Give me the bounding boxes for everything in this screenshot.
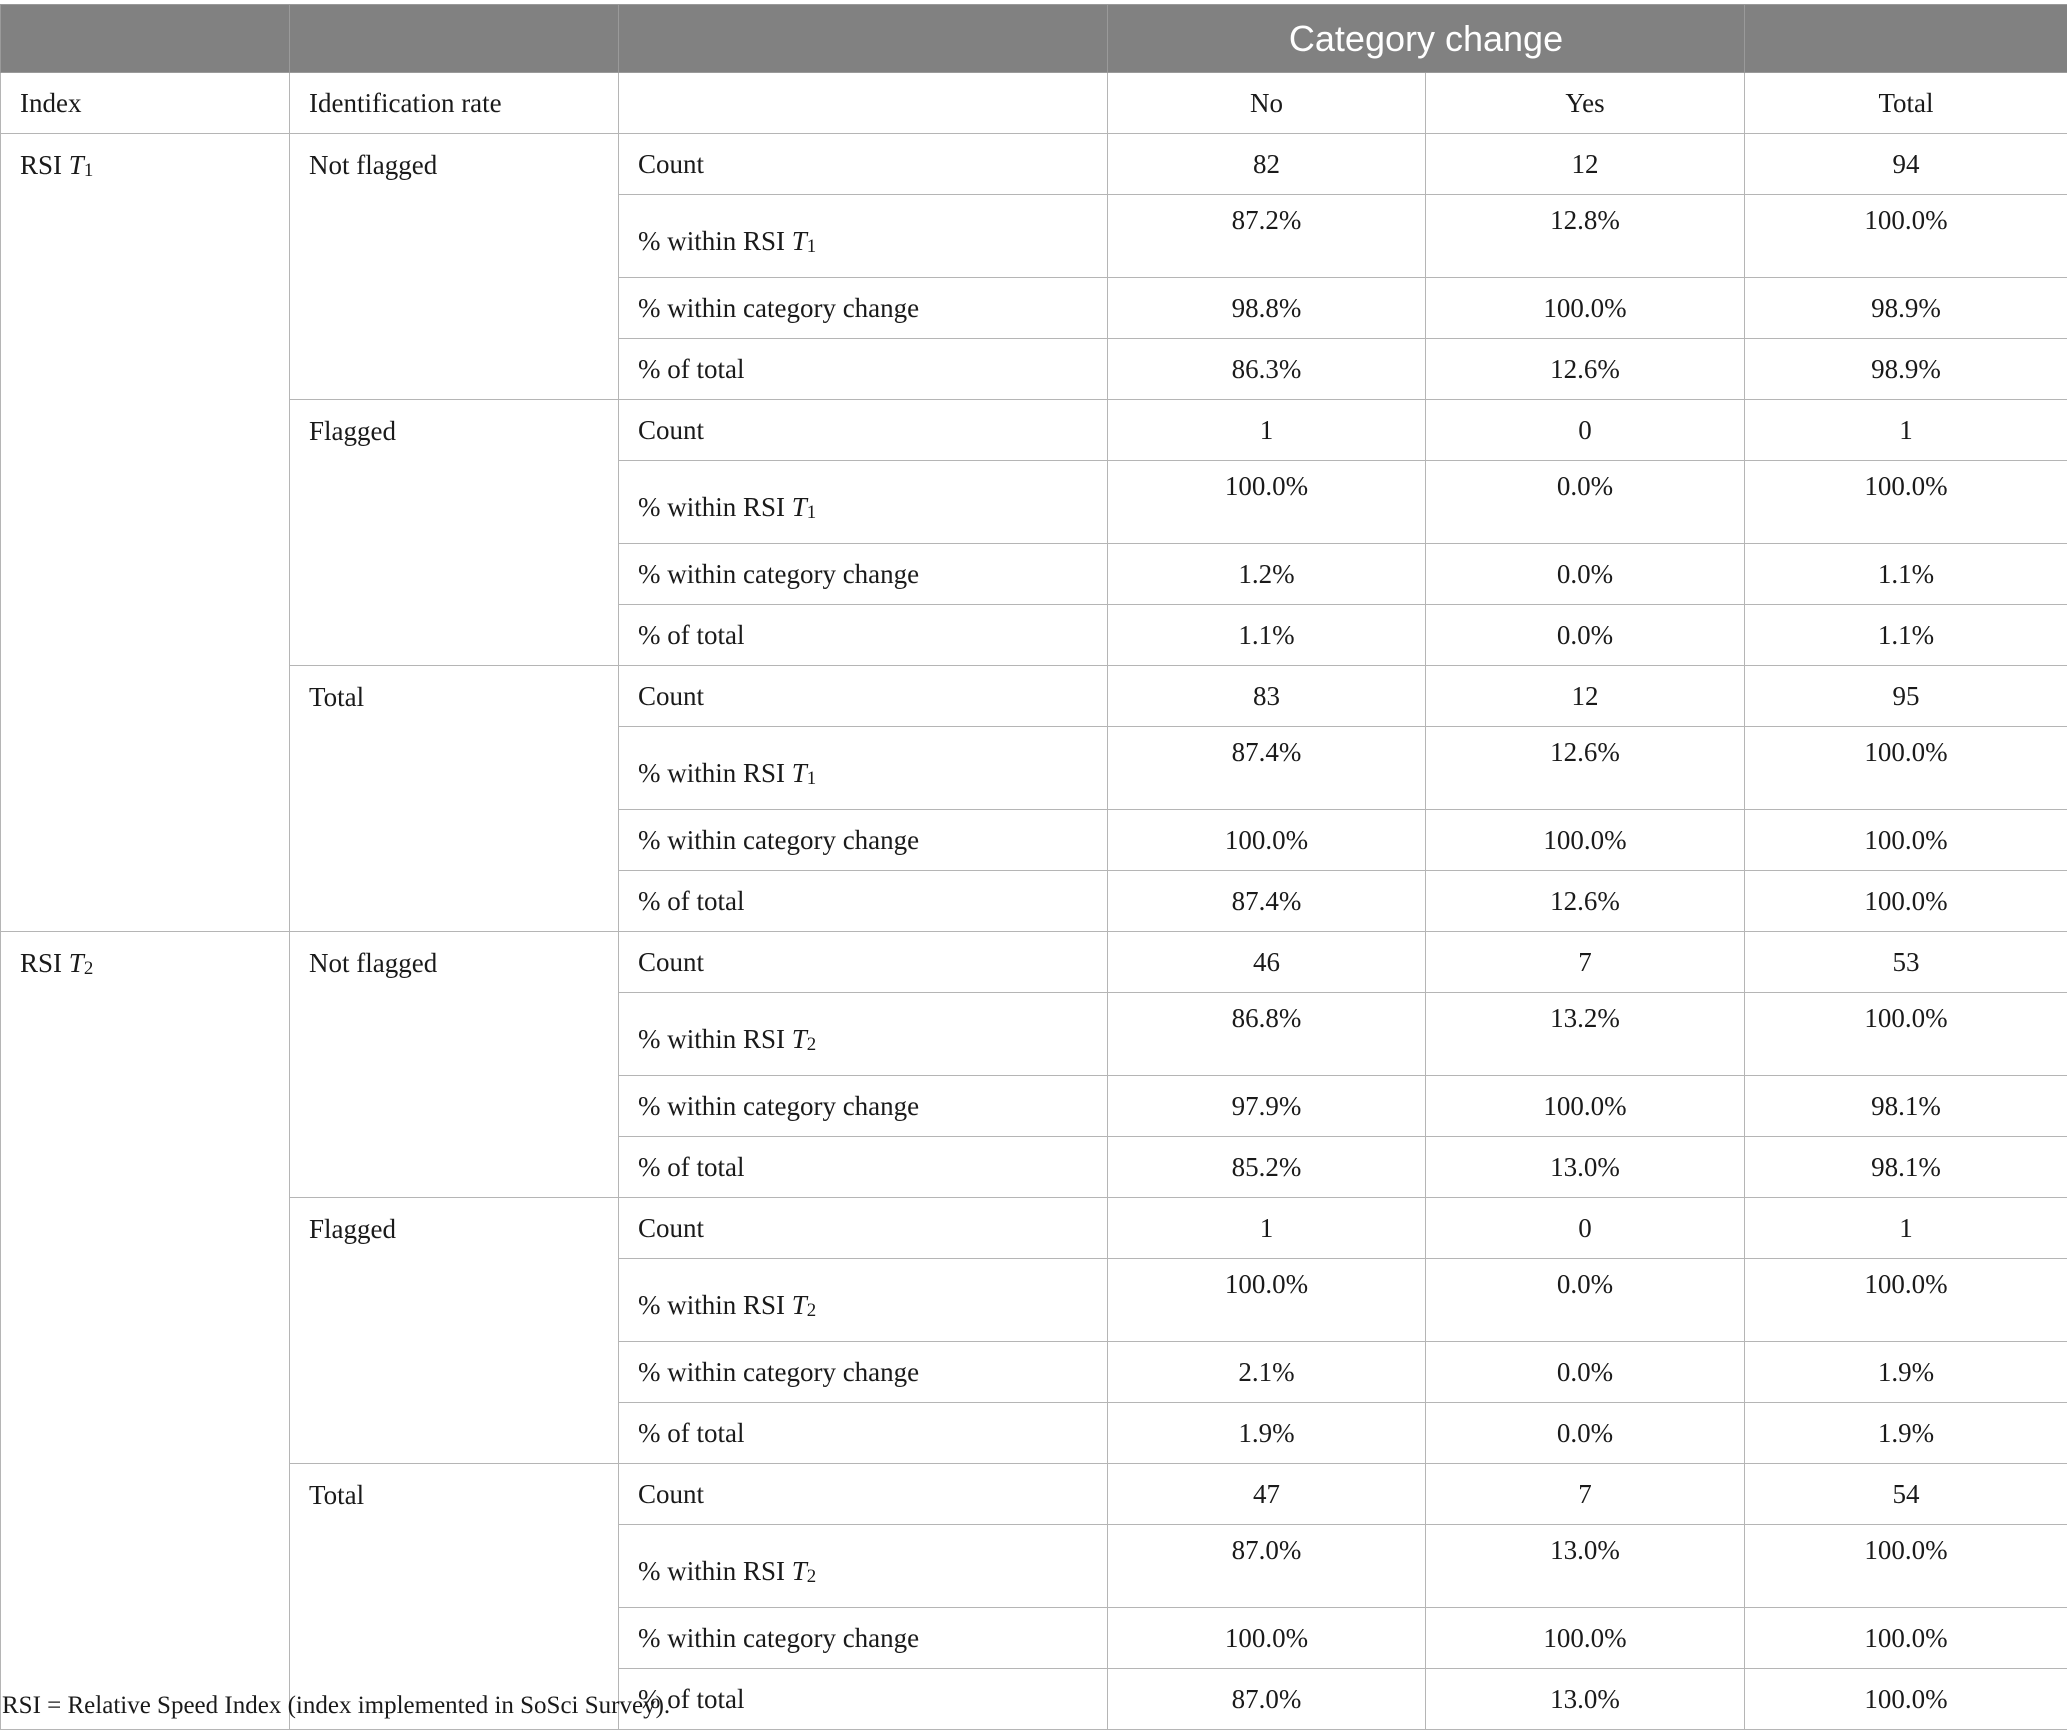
statistic-label: Count <box>638 1212 705 1243</box>
index-label: RSI <box>20 948 69 978</box>
index-variable: T <box>68 150 84 180</box>
group-title: Category change <box>1108 5 1745 73</box>
value-total-cell: 53 <box>1745 932 2067 993</box>
statistic-cell <box>619 1525 1108 1608</box>
table-row <box>1 1198 2067 1259</box>
value-no-cell: 86.8% <box>1108 993 1426 1076</box>
value-yes-cell: 12.6% <box>1426 727 1745 810</box>
value-no-cell: 87.2% <box>1108 195 1426 278</box>
identification-rate-cell: Flagged <box>290 400 619 666</box>
statistic-cell <box>619 1342 1108 1403</box>
value-total-cell: 1 <box>1745 400 2067 461</box>
table-row <box>1 1464 2067 1525</box>
statistic-label: % within RSI <box>638 1023 792 1054</box>
value-yes-cell: 13.2% <box>1426 993 1745 1076</box>
statistic-cell <box>619 1403 1108 1464</box>
value-no-cell: 87.4% <box>1108 727 1426 810</box>
header-band-blank <box>290 5 619 73</box>
statistic-label: % of total <box>638 1417 745 1448</box>
crosstab-table <box>0 4 2067 1730</box>
statistic-cell <box>619 1137 1108 1198</box>
statistic-label: % within category change <box>638 292 920 323</box>
value-total-cell: 100.0% <box>1745 195 2067 278</box>
statistic-label: % within category change <box>638 558 920 589</box>
statistic-cell <box>619 195 1108 278</box>
statistic-label: % within category change <box>638 824 920 855</box>
value-yes-cell: 12 <box>1426 134 1745 195</box>
value-yes-cell: 0.0% <box>1426 544 1745 605</box>
table-row <box>1 400 2067 461</box>
statistic-cell <box>619 932 1108 993</box>
statistic-variable: T <box>791 491 807 522</box>
col-header-no: No <box>1108 73 1426 134</box>
value-yes-cell: 0.0% <box>1426 1259 1745 1342</box>
identification-rate-cell: Flagged <box>290 1198 619 1464</box>
identification-rate-cell: Not flagged <box>290 134 619 400</box>
statistic-cell <box>619 993 1108 1076</box>
value-total-cell: 100.0% <box>1745 993 2067 1076</box>
value-no-cell: 86.3% <box>1108 339 1426 400</box>
col-header-index: Index <box>1 73 290 134</box>
value-no-cell: 47 <box>1108 1464 1426 1525</box>
statistic-cell <box>619 1669 1108 1730</box>
value-no-cell: 1 <box>1108 400 1426 461</box>
value-no-cell: 97.9% <box>1108 1076 1426 1137</box>
index-cell <box>1 134 290 932</box>
value-yes-cell: 13.0% <box>1426 1669 1745 1730</box>
value-total-cell: 94 <box>1745 134 2067 195</box>
statistic-variable: T <box>791 1289 807 1320</box>
value-total-cell: 54 <box>1745 1464 2067 1525</box>
value-yes-cell: 12 <box>1426 666 1745 727</box>
value-no-cell: 98.8% <box>1108 278 1426 339</box>
value-no-cell: 1 <box>1108 1198 1426 1259</box>
value-no-cell: 1.2% <box>1108 544 1426 605</box>
statistic-label: % within RSI <box>638 1555 792 1586</box>
identification-rate-cell: Total <box>290 666 619 932</box>
value-yes-cell: 0.0% <box>1426 605 1745 666</box>
value-no-cell: 87.4% <box>1108 871 1426 932</box>
statistic-label: % of total <box>638 1151 745 1182</box>
statistic-cell <box>619 605 1108 666</box>
value-yes-cell: 0 <box>1426 400 1745 461</box>
value-total-cell: 95 <box>1745 666 2067 727</box>
statistic-cell <box>619 666 1108 727</box>
statistic-cell <box>619 1076 1108 1137</box>
statistic-label: Count <box>638 1478 705 1509</box>
value-no-cell: 46 <box>1108 932 1426 993</box>
statistic-label: % within category change <box>638 1356 920 1387</box>
value-no-cell: 85.2% <box>1108 1137 1426 1198</box>
value-no-cell: 87.0% <box>1108 1669 1426 1730</box>
statistic-cell <box>619 1464 1108 1525</box>
statistic-label: % within category change <box>638 1622 920 1653</box>
index-subscript: 1 <box>83 160 94 181</box>
index-subscript: 2 <box>83 958 94 979</box>
crosstab-container <box>0 4 2067 1730</box>
statistic-subscript: 2 <box>806 1033 817 1055</box>
value-no-cell: 100.0% <box>1108 461 1426 544</box>
statistic-subscript: 1 <box>806 501 817 523</box>
value-yes-cell: 12.6% <box>1426 339 1745 400</box>
footnote: RSI = Relative Speed Index (index implemented in SoSci Survey). <box>2 1692 671 1719</box>
table-row <box>1 134 2067 195</box>
value-yes-cell: 100.0% <box>1426 1608 1745 1669</box>
value-total-cell: 98.1% <box>1745 1137 2067 1198</box>
value-yes-cell: 100.0% <box>1426 278 1745 339</box>
value-yes-cell: 0.0% <box>1426 1403 1745 1464</box>
statistic-cell <box>619 871 1108 932</box>
statistic-label: Count <box>638 148 705 179</box>
value-yes-cell: 7 <box>1426 932 1745 993</box>
col-header-total: Total <box>1745 73 2067 134</box>
header-band-row <box>1 5 2067 73</box>
statistic-subscript: 1 <box>806 235 817 257</box>
statistic-cell <box>619 1198 1108 1259</box>
value-total-cell: 98.1% <box>1745 1076 2067 1137</box>
value-no-cell: 87.0% <box>1108 1525 1426 1608</box>
statistic-cell <box>619 810 1108 871</box>
statistic-cell <box>619 461 1108 544</box>
statistic-label: % within RSI <box>638 757 792 788</box>
value-yes-cell: 100.0% <box>1426 810 1745 871</box>
table-row <box>1 932 2067 993</box>
header-band-blank <box>1745 5 2067 73</box>
col-header-stat <box>619 73 1108 134</box>
value-yes-cell: 7 <box>1426 1464 1745 1525</box>
col-header-yes: Yes <box>1426 73 1745 134</box>
value-yes-cell: 0 <box>1426 1198 1745 1259</box>
col-header-rate: Identification rate <box>290 73 619 134</box>
value-total-cell: 1.1% <box>1745 605 2067 666</box>
statistic-subscript: 1 <box>806 767 817 789</box>
value-total-cell: 98.9% <box>1745 278 2067 339</box>
value-total-cell: 100.0% <box>1745 871 2067 932</box>
header-band-blank <box>1 5 290 73</box>
statistic-label: Count <box>638 680 705 711</box>
value-no-cell: 82 <box>1108 134 1426 195</box>
value-no-cell: 1.9% <box>1108 1403 1426 1464</box>
statistic-subscript: 2 <box>806 1299 817 1321</box>
index-variable: T <box>68 948 84 978</box>
statistic-cell <box>619 400 1108 461</box>
value-yes-cell: 13.0% <box>1426 1525 1745 1608</box>
index-label: RSI <box>20 150 69 180</box>
statistic-cell <box>619 544 1108 605</box>
value-total-cell: 100.0% <box>1745 810 2067 871</box>
statistic-cell <box>619 727 1108 810</box>
index-cell <box>1 932 290 1730</box>
value-yes-cell: 0.0% <box>1426 1342 1745 1403</box>
identification-rate-cell: Not flagged <box>290 932 619 1198</box>
value-yes-cell: 0.0% <box>1426 461 1745 544</box>
value-total-cell: 1.9% <box>1745 1342 2067 1403</box>
value-total-cell: 100.0% <box>1745 727 2067 810</box>
table-row <box>1 666 2067 727</box>
statistic-label: % within RSI <box>638 491 792 522</box>
value-total-cell: 100.0% <box>1745 1525 2067 1608</box>
value-no-cell: 1.1% <box>1108 605 1426 666</box>
statistic-label: % within RSI <box>638 1289 792 1320</box>
statistic-cell <box>619 134 1108 195</box>
statistic-label: % of total <box>638 353 745 384</box>
value-total-cell: 98.9% <box>1745 339 2067 400</box>
statistic-variable: T <box>791 1023 807 1054</box>
value-no-cell: 2.1% <box>1108 1342 1426 1403</box>
statistic-label: % within category change <box>638 1090 920 1121</box>
statistic-label: Count <box>638 414 705 445</box>
column-header-row <box>1 73 2067 134</box>
statistic-label: % of total <box>638 885 745 916</box>
value-total-cell: 100.0% <box>1745 1608 2067 1669</box>
value-total-cell: 100.0% <box>1745 1259 2067 1342</box>
value-yes-cell: 12.8% <box>1426 195 1745 278</box>
value-total-cell: 1.9% <box>1745 1403 2067 1464</box>
value-total-cell: 1 <box>1745 1198 2067 1259</box>
value-yes-cell: 100.0% <box>1426 1076 1745 1137</box>
value-total-cell: 100.0% <box>1745 1669 2067 1730</box>
statistic-variable: T <box>791 1555 807 1586</box>
statistic-cell <box>619 339 1108 400</box>
value-yes-cell: 13.0% <box>1426 1137 1745 1198</box>
statistic-cell <box>619 1259 1108 1342</box>
identification-rate-cell: Total <box>290 1464 619 1730</box>
value-no-cell: 100.0% <box>1108 1608 1426 1669</box>
statistic-label: Count <box>638 946 705 977</box>
statistic-label: % of total <box>638 619 745 650</box>
statistic-label: % within RSI <box>638 225 792 256</box>
statistic-variable: T <box>791 757 807 788</box>
header-band-blank <box>619 5 1108 73</box>
value-total-cell: 1.1% <box>1745 544 2067 605</box>
table-body <box>1 134 2067 1730</box>
statistic-label: % of total <box>638 1683 745 1714</box>
statistic-subscript: 2 <box>806 1565 817 1587</box>
value-no-cell: 100.0% <box>1108 1259 1426 1342</box>
statistic-cell <box>619 1608 1108 1669</box>
statistic-variable: T <box>791 225 807 256</box>
value-no-cell: 83 <box>1108 666 1426 727</box>
value-no-cell: 100.0% <box>1108 810 1426 871</box>
statistic-cell <box>619 278 1108 339</box>
value-total-cell: 100.0% <box>1745 461 2067 544</box>
value-yes-cell: 12.6% <box>1426 871 1745 932</box>
